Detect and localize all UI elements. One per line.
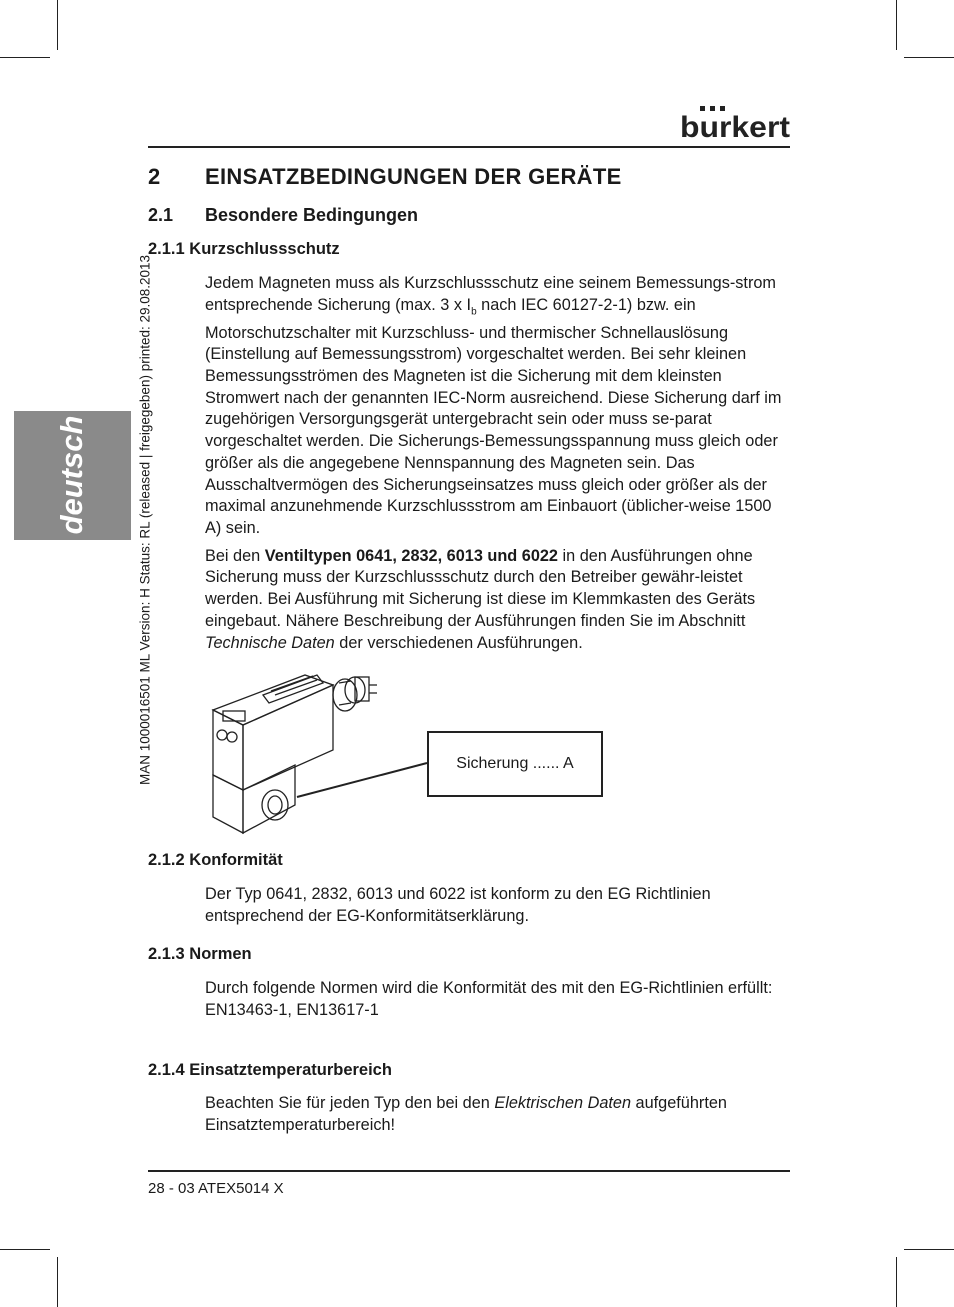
header-rule [148,146,790,148]
crop-mark [904,57,954,58]
text-run: Jedem Magneten muss als Kurzschlussschutz eine seinem Bemessungs-strom entsprechende Sicherung (max. 3 x I [205,274,776,314]
italic-text: Technische Daten [205,633,335,652]
heading-konformitaet: 2.1.2 Konformität [148,851,283,869]
crop-mark [57,1257,58,1307]
heading-normen: 2.1.3 Normen [148,945,252,963]
text-run: nach IEC 60127-2-1) bzw. ein Motorschutzschalter mit Kurzschluss- und thermischer Schnellauslösung (Einstellung auf Bemessungsstrom) vorgeschaltet werden. Bei sehr kleinen Bemessungsströmen des Magneten ist die Sicherung mit dem kleinsten Stromwert nach der genannten IEC-Norm ausreichend. Diese Sicherung darf im zugehörigen Versorgungsgerät untergebracht sein oder muss se-parat vorgeschaltet werden. Die Sicherungs-Bemessungsspannung muss gleich oder größer als die angegebene Nennspannung des Magneten sein. Das Ausschaltvermögen des Sicherungseinsatzes muss gleich oder größer als der maximal anzunehmende Kurzschlussstrom am Einbauort (üblicher-weise 1500 A) sein. [205,295,782,537]
subsection-title: Besondere Bedingungen [205,205,419,225]
language-label: deutsch [54,415,89,535]
crop-mark [0,57,50,58]
paragraph-normen [205,978,790,1021]
paragraph-kurzschlussschutz [205,273,790,654]
subscript: b [471,305,477,317]
page-footer: 28 - 03 ATEX5014 X [148,1180,284,1197]
crop-mark [896,1257,897,1307]
subsection-number: 2.1 [148,205,174,225]
crop-mark [57,0,58,50]
text-run: Bei den [205,546,265,565]
bold-text: Ventiltypen 0641, 2832, 6013 und 6022 [264,546,558,565]
text-run: aufgeführten Einsatztemperaturbereich! [205,1094,727,1134]
section-number: 2 [148,164,161,189]
text-run: Beachten Sie für jeden Typ den bei den [205,1094,495,1112]
paragraph-2 [205,546,790,655]
norms-list: EN13463-1, EN13617-1 [205,1000,379,1019]
paragraph-konformitaet: Der Typ 0641, 2832, 6013 und 6022 ist konform zu den EG Richtlinien entsprechend der EG-Konformitätserklärung. [205,885,711,925]
section-heading [148,164,622,190]
crop-mark [0,1249,50,1250]
brand-logo [680,106,790,140]
heading-einsatztemperatur: 2.1.4 Einsatztemperaturbereich [148,1061,392,1079]
subsection-heading [148,205,418,226]
text-run: der verschiedenen Ausführungen. [334,633,583,652]
paragraph-text: Durch folgende Normen wird die Konformität des mit den EG-Richtlinien erfüllt: [205,979,773,997]
paragraph-einsatztemperatur [205,1093,790,1136]
italic-text: Elektrischen Daten [494,1094,632,1112]
svg-text:burkert: burkert [680,111,790,140]
footer-rule [148,1170,790,1172]
document-info: MAN 1000016501 ML Version: H Status: RL (released | freigegeben) printed: 29.08.2013 [137,254,153,786]
heading-kurzschlussschutz: 2.1.1 Kurzschlussschutz [148,240,340,258]
text-run: in den Ausführungen ohne Sicherung muss der Kurzschlussschutz durch den Betreiber gewähr-leistet werden. Bei Ausführung mit Sicherung ist diese im Klemmkasten des Geräts eingebaut. Nähere Beschreibung der Ausführungen finden Sie im Abschnitt [205,546,756,630]
crop-mark [896,0,897,50]
fuse-label-box [427,731,603,797]
valve-illustration [205,655,445,840]
fuse-label: Sicherung ...... A [456,755,574,772]
crop-mark [904,1249,954,1250]
section-title: EINSATZBEDINGUNGEN DER GERÄTE [205,164,622,189]
paragraph-1 [205,273,790,540]
